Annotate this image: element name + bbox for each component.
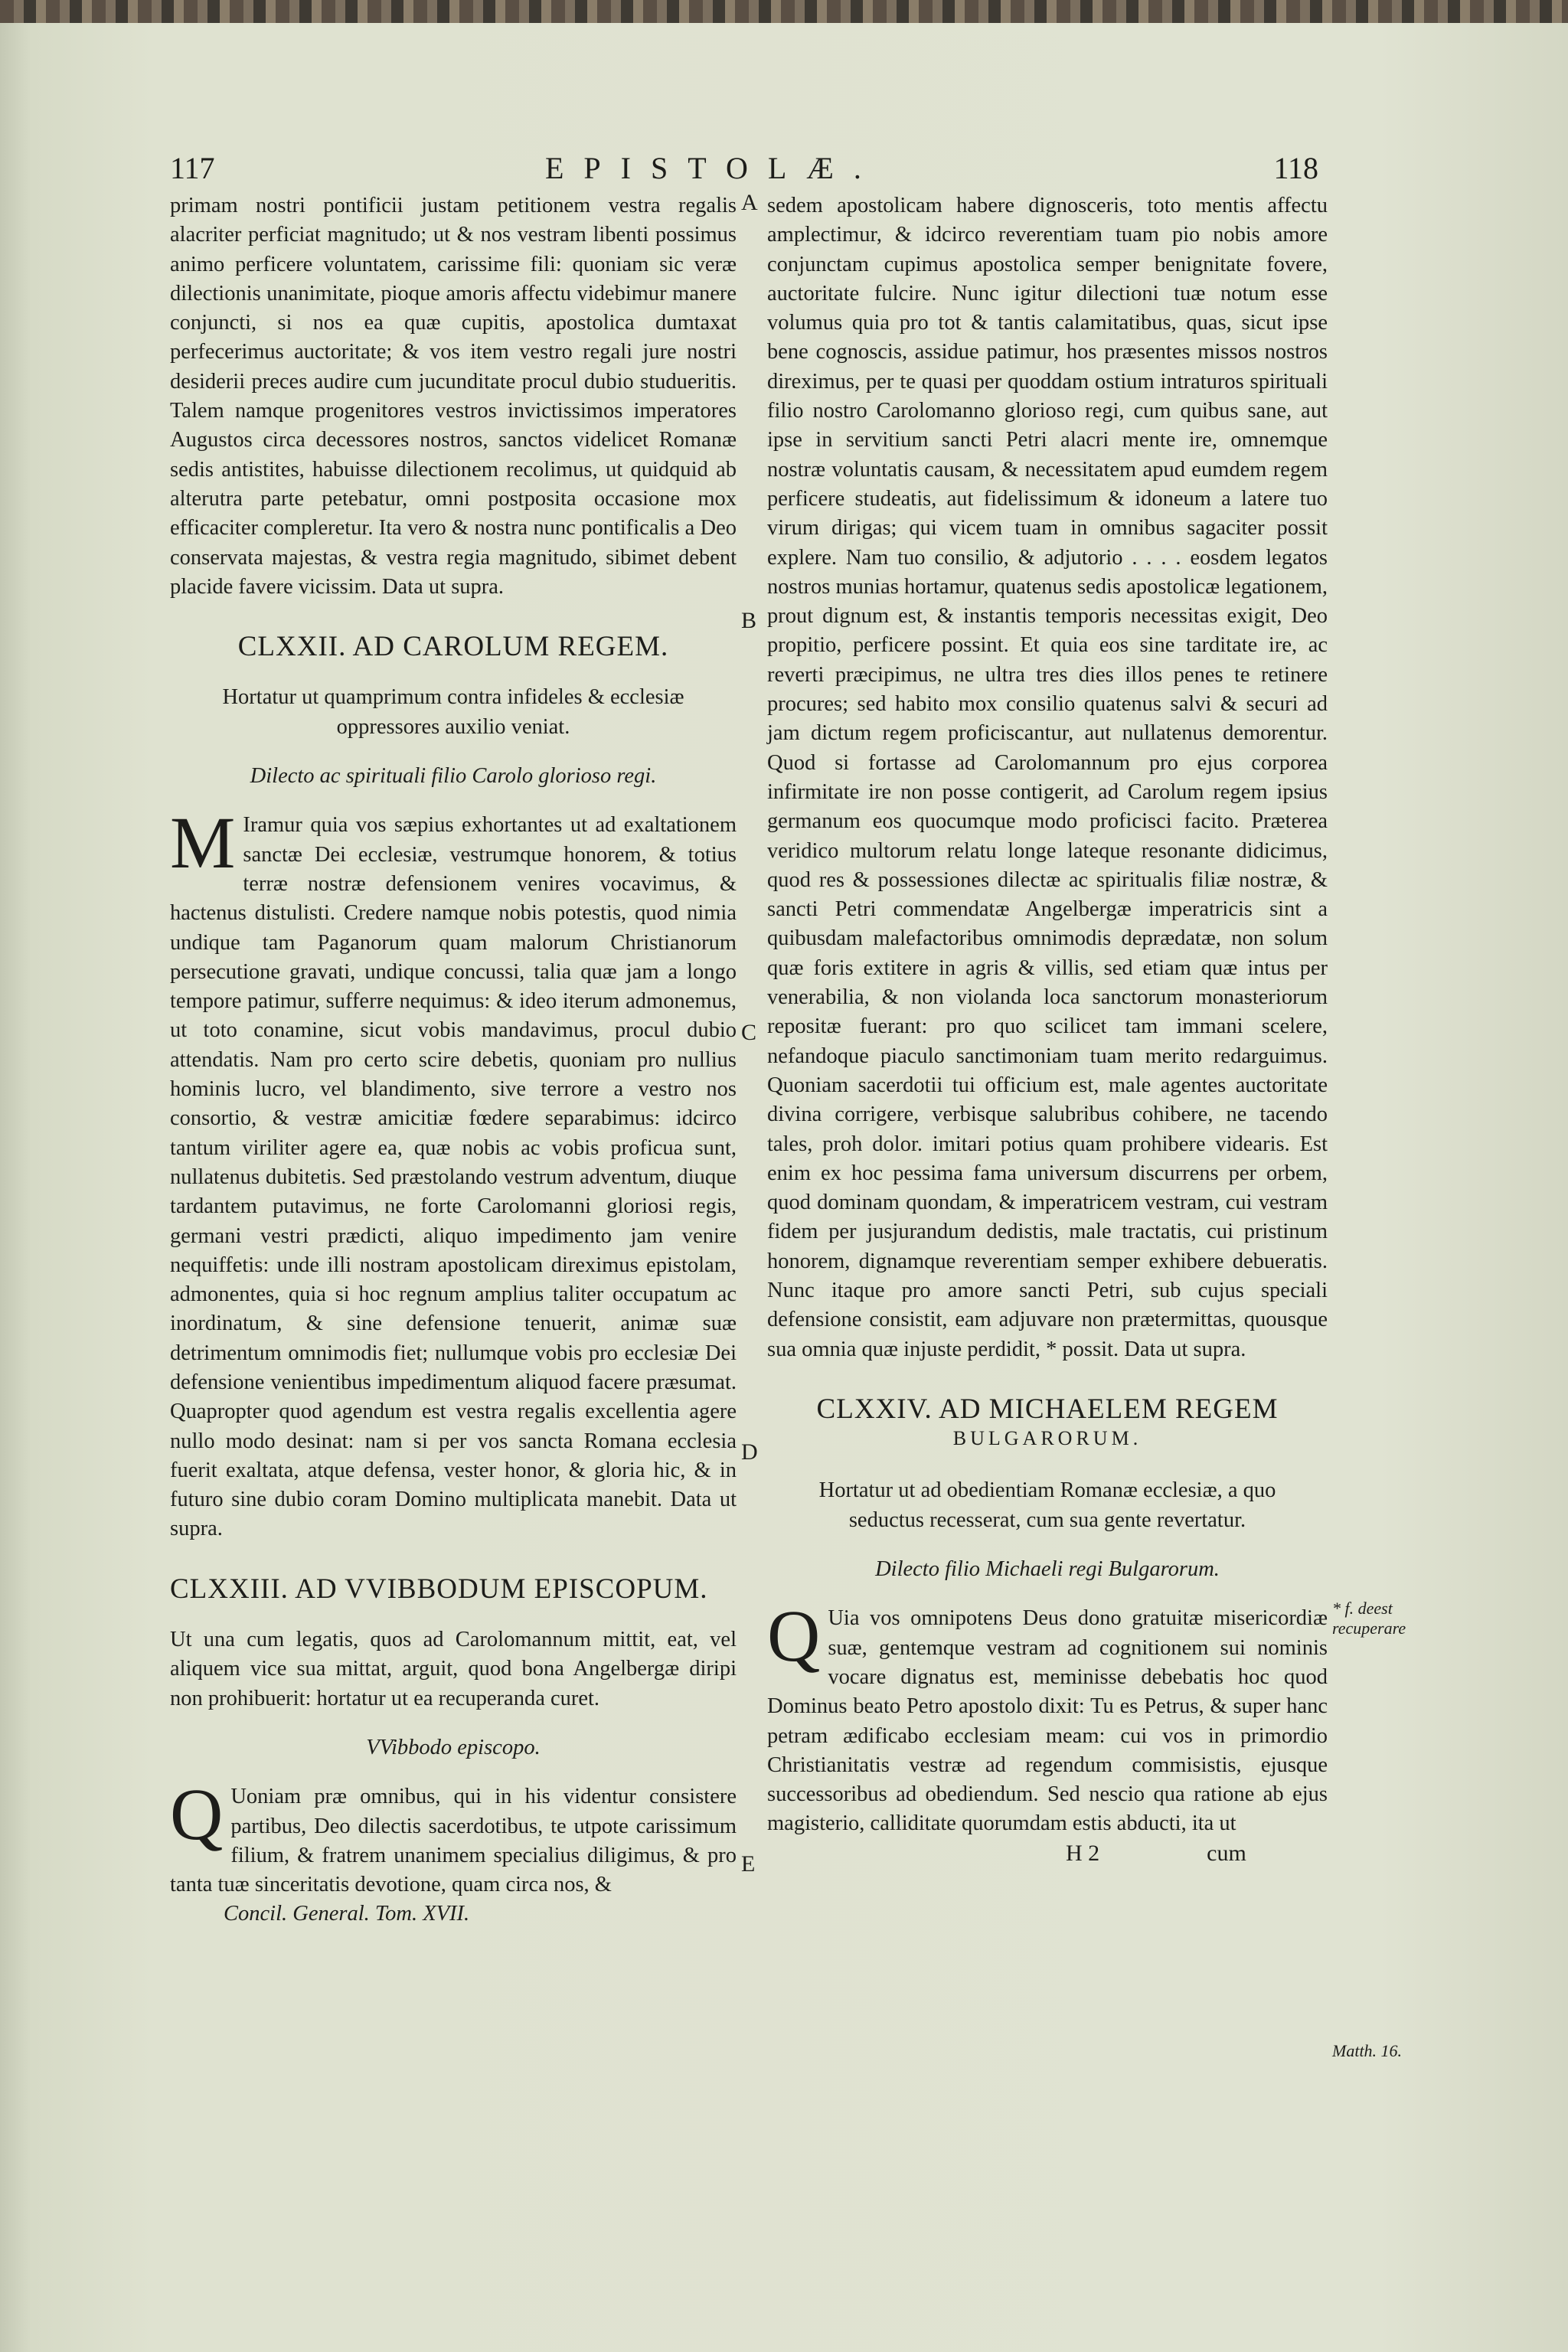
continuation-text: sedem apostolicam habere dignosceris, toto mentis affectu amplectimur, & idcirco reverentiam tuam pio nobis amore conjunctam cupimus apostolica semper benignitate fovere, auctoritate fulcire. Nunc igitur dilectioni tuæ notum esse volumus quia pro tot & tantis calamitatibus, quas, sicut ipse bene cognoscis, assidue patimur, hos præsentes missos nostros direximus, per te quasi per quoddam ostium intraturos spirituali filio nostro Carolomanno glorioso regi, cum quibus sane, aut ipse in servitium sancti Petri alacri mente ire, omnemque nostræ voluntatis causam, & necessitatem apud eumdem regem perficere studeatis, aut fidelissimum & idoneum a latere tuo virum dirigas; qui vicem tuam in omnibus sagaciter possit explere. Nam tuo consilio, & adjutorio . . . . eosdem legatos nostros munias hortamur, quatenus sedis apostolicæ legationem, prout dignum est, & instantis temporis necessitas exigit, Deo propitio, perficere possint. Et quia eos sine tarditate ire, ac reverti præcipimus, ne ultra tres dies illos penes te retinere procures; sed habito mox consilio quatenus salvi & securi ad jam dictum regem proficiscantur, aut nullatenus demorentur. Quod si fortasse ad Carolomannum pro ejus corporea infirmitate ire non posse contigerit, ad Carolum regem ipsius germanum eos quocumque modo proficisci facito. Præterea veridico multorum relatu longe lateque resonante didicimus, quod res & possessiones dilectæ ac spiritualis filiæ nostræ, & sancti Petri commendatæ Angelbergæ imperatricis sint a quibusdam malefactoribus omnimodis deprædatæ, non solum quæ foris extitere in agris & villis, sed etiam quæ intus per venerabilia, & non violanda loca sanctorum monasteriorum repositæ fuerant: pro quo scilicet tam immani scelere, nefandoque piaculo sanctimoniam tuam merito redarguimus. Quoniam sacerdotii tui officium est, male agentes auctoritate divina corrigere, verbisque salubribus cohibere, ne tacendo tales, proh dolor. imitari potius quam prohibere videaris. Est enim ex hoc pessima fama universum discurrens per orbem, quod dominam quondam, & imperatricem vestram, cui vestram fidem per jusjurandum dedistis, male tractatis, cui pristinum honorem, dignamque reverentiam semper exhibere debueratis. Nunc itaque pro amore sancti Petri, sub cujus speciali defensione consistit, eam adjuvare non prætermittas, quousque sua omnia quæ injuste perdidit, * possit. Data ut supra. xyxy=(767,194,1328,1361)
letter-body xyxy=(767,1595,1328,1838)
letter-title: CLXXIV. AD MICHAELEM REGEM xyxy=(816,1393,1279,1425)
continuation-text: primam nostri pontificii justam petitionem vestra regalis alacriter perficiat magnitudo; ut & nos vestram libenti possimus animo perficere voluntatem, carissime fili: quoniam sic veræ dilectionis unanimitate, pioque amoris affectu videbimur manere conjuncti, si nos ea quæ cupitis, apostolica dumtaxat perfecerimus auctoritate; & vos item vestro regali jure nostri desiderii preces audire cum jucunditate procul dubio studueritis. Talem namque progenitores vestros invictissimos imperatores Augustos circa decessores nostros, sanctos videlicet Romanæ sedis antistites, habuisse dilectionem recolimus, ut quidquid ab alterutra parte petebatur, omni postposita occasione mox efficaciter compleretur. Ita vero & nostra nunc pontificalis a Deo conservata majestas, & vestra regia magnitudo, sibimet debent placide favere vicissim. Data ut supra. xyxy=(170,194,737,599)
letter-body-text: Uia vos omnipotens Deus dono gratuitæ misericordiæ suæ, gentemque vestram ad cognitionem sui nominis vocare dignatus est, meminisse debebatis hoc quod Dominus beato Petro apostolo dixit: Tu es Petrus, & super hanc petram ædificabo ecclesiam meam: cui vos in primordio Christianitatis vestræ ad regendum commisistis, ejusque successoribus ad obediendum. Sed nescio qua ratione ab ejus magisterio, calliditate quorumdam estis abducti, ita ut xyxy=(767,1606,1328,1836)
letter-summary: Hortatur ut quamprimum contra infideles & ecclesiæ oppressores auxilio veniat. xyxy=(222,685,684,739)
marginal-note: Matth. 16. xyxy=(1332,2041,1403,2060)
left-column xyxy=(170,191,737,1929)
page-header xyxy=(170,150,1318,196)
section-marker-d: D xyxy=(741,1439,758,1465)
letter-summary: Ut una cum legatis, quos ad Carolomannum mittit, eat, vel aliquem vice sua mittat, arguit, quod bona Angelbergæ diripi non prohibuerit: hortatur ut ea recuperanda curet. xyxy=(170,1628,737,1710)
right-column xyxy=(767,191,1328,1868)
page-top-edge xyxy=(0,0,1568,23)
letter-title: CLXXIII. AD VVIBBODUM EPISCOPUM. xyxy=(170,1573,708,1605)
section-marker-b: B xyxy=(741,608,757,633)
letter-title: CLXXII. AD CAROLUM REGEM. xyxy=(237,631,669,663)
drop-initial: Q xyxy=(767,1595,821,1677)
drop-initial: Q xyxy=(170,1773,224,1856)
letter-address: VVibbodo episcopo. xyxy=(366,1735,541,1759)
running-title: EPISTOLÆ. xyxy=(545,151,881,185)
footer-signature-note: Concil. General. Tom. XVII. xyxy=(224,1902,470,1926)
letter-body xyxy=(170,802,737,1544)
drop-initial: M xyxy=(170,802,236,884)
letter-body xyxy=(170,1773,737,1900)
marginal-note: * f. deest recuperare xyxy=(1332,1599,1406,1638)
section-marker-e: E xyxy=(741,1851,756,1877)
section-marker-a: A xyxy=(741,190,758,215)
letter-address: Dilecto ac spirituali filio Carolo glorioso regi. xyxy=(250,764,657,789)
folio-number-right: 118 xyxy=(1273,151,1318,185)
signature-row xyxy=(767,1839,1328,1868)
section-marker-c: C xyxy=(741,1020,757,1045)
signature-mark: H 2 xyxy=(1066,1840,1100,1866)
folio-number-left: 117 xyxy=(170,151,215,185)
letter-body-text: Uoniam præ omnibus, qui in his videntur consistere partibus, Deo dilectis sacerdotibus, te utpote carissimum filium, & fratrem unanimem specialius diligimus, & pro tanta tuæ sinceritatis devotione, quam circa nos, & xyxy=(170,1785,737,1897)
catchword: cum xyxy=(1207,1840,1246,1866)
letter-body-text: Iramur quia vos sæpius exhortantes ut ad exaltationem sanctæ Dei ecclesiæ, vestrumque honorem, & totius terræ nostræ defensionem venires vocavimus, & hactenus distulisti. Credere namque nobis potestis, quod nimia undique tam Paganorum quam malorum Christianorum persecutione gravati, undique concussi, talia quæ jam a longo tempore patimur, sufferre nequimus: & ideo iterum admonemus, ut toto conamine, sicut vobis mandavimus, procul dubio attendatis. Nam pro certo scire debetis, quoniam pro nullius hominis lucro, vel blandimento, sive terrore a vestro nos consortio, & vestræ amicitiæ fœdere separabimus: idcirco tantum viriliter agere ea, quæ nobis ac vobis proficua sunt, nullatenus dubitetis. Sed præstolando vestrum adventum, diuque tardantem putavimus, ne forte Carolomanni gloriosi regis, germani vestri prædicti, aliquo impedimento jam venire nequiffetis: unde illi nostram apostolicam direximus epistolam, admonentes, quia si hoc regnum amplius taliter occupatum ac inordinatum, & sine defensione tenuerit, animæ suæ detrimentum omnimodis fiet; nullumque vobis pro ecclesiæ Dei defensione venientibus impedimentum aliquod facere præsumat. Quapropter quod agendum est vestra regalis excellentia agere nullo modo desinat: nam si per vos sancta Romana ecclesia fuerit exaltata, atque defensa, vester honor, & gloria hic, & in futuro sine dubio coram Domino multiplicata manebit. Data ut supra. xyxy=(170,813,737,1541)
letter-address: Dilecto filio Michaeli regi Bulgarorum. xyxy=(875,1557,1220,1582)
letter-summary: Hortatur ut ad obedientiam Romanæ ecclesiæ, a quo seductus recesserat, cum sua gente revertatur. xyxy=(818,1478,1276,1532)
letter-subtitle: BULGARORUM. xyxy=(952,1427,1142,1450)
